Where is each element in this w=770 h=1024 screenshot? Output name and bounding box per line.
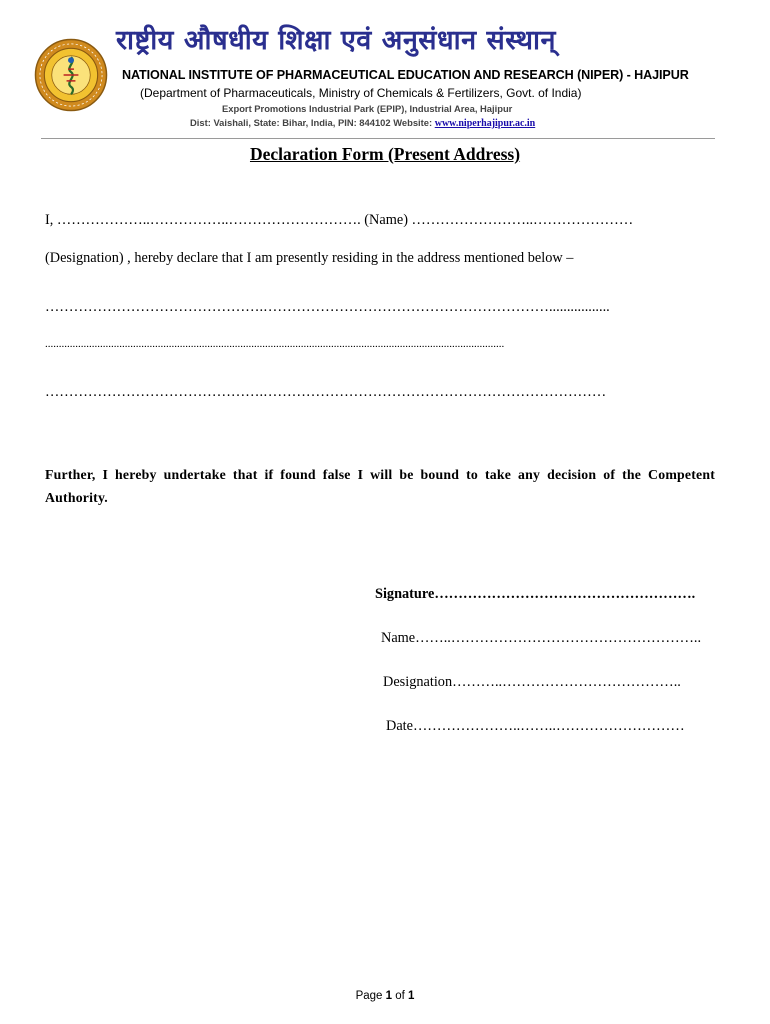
website-link[interactable]: www.niperhajipur.ac.in [434, 118, 536, 129]
undertaking-paragraph: Further, I hereby undertake that if found false I will be bound to take any decision of the Competent Authority. [45, 467, 715, 505]
institute-name: NATIONAL INSTITUTE OF PHARMACEUTICAL EDUCATION AND RESEARCH (NIPER) - HAJIPUR [122, 68, 689, 82]
of-word: of [395, 990, 405, 1002]
page-number [0, 990, 770, 1002]
niper-emblem-icon [34, 38, 108, 112]
district-text: Dist: Vaishali, State: Bihar, India, PIN: 844102 [190, 117, 391, 128]
form-title: Declaration Form (Present Address) [249, 144, 521, 164]
designation-line: (Designation) , hereby declare that I am presently residing in the address mentioned below – [45, 250, 574, 266]
department-line: (Department of Pharmaceuticals, Ministry of Chemicals & Fertilizers, Govt. of India) [140, 86, 582, 100]
signature-designation-line: Designation………..……………………………….. [383, 674, 681, 690]
current-page: 1 [385, 990, 393, 1002]
address-blank-1: ……………………………………….……………………………………………………................. [45, 299, 610, 315]
website-label: Website: [393, 117, 433, 128]
page-word: Page [355, 990, 383, 1002]
signature-date-line: Date…………………..……..……………………… [386, 718, 685, 734]
address-blank-2: ....................................................................................................................................................................... [45, 338, 505, 350]
institute-hindi-title: राष्ट्रीय औषधीय शिक्षा एवं अनुसंधान संस्थान् [116, 25, 556, 56]
address-blank-3: ……………………………………….……………………………………………………………… [45, 384, 607, 400]
name-line: I, ………………..……………..………………………. (Name) ……………………..………………… [45, 212, 634, 228]
district-line [190, 117, 535, 129]
address-line: Export Promotions Industrial Park (EPIP), Industrial Area, Hajipur [222, 103, 513, 114]
header-divider [41, 138, 715, 139]
total-pages: 1 [408, 990, 415, 1002]
signature-name-line: Name……..…………………………………………….. [381, 630, 702, 646]
signature-line: Signature………………………………………………. [375, 586, 696, 602]
